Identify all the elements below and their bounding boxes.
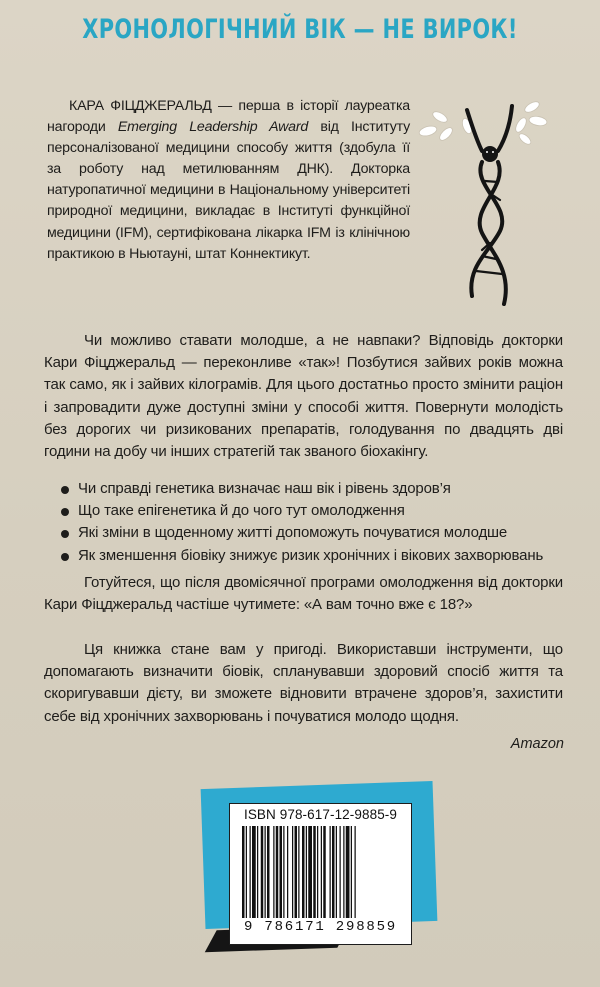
barcode-stripe — [298, 826, 299, 918]
barcode-stripe — [330, 826, 331, 918]
barcode-stripe — [292, 826, 293, 918]
barcode-stripe — [351, 826, 352, 918]
author-bio-rest: від Інституту персоналізованої медицини способу життя (здобула її за роботу над метилюванням ДНК). Докторка натуропатичної медицини в Національному університеті природної медицини, викладає в Інституті функційної медицини (IFM), сертифікована лікарка IFM із клінічною практикою в Ньютауні, штат Коннектикут. — [47, 119, 410, 262]
barcode-stripe — [273, 826, 274, 918]
description-paragraph-1: Чи можливо ставати молодше, а не навпаки? Відповідь докторки Кари Фіцджеральд — переконливе «так»! Позбутися зайвих років можна так само, як і зайвих кілограмів. Для цього достатньо просто змінити раціон і запровадити дуже доступні зміни у способі життя. Повернути молодість без дорогих чи ризикованих препаратів, голодування по двадцять дві години на добу чи інших стратегій так званого біохакінгу. — [44, 332, 563, 461]
author-bio — [47, 96, 410, 265]
barcode-bars — [240, 826, 400, 918]
barcode-stripe — [340, 826, 341, 918]
barcode-stripe — [261, 826, 264, 918]
barcode-stripe — [313, 826, 316, 918]
barcode-stripe — [252, 826, 256, 918]
barcode-stripe — [346, 826, 350, 918]
award-name: Emerging Leadership Award — [117, 119, 309, 136]
barcode-stripe — [246, 826, 247, 918]
barcode-stripe — [343, 826, 344, 918]
barcode-stripe — [242, 826, 245, 918]
barcode-stripe — [250, 826, 251, 918]
list-item: Як зменшення біовіку знижує ризик хронічних і вікових захворювань — [60, 545, 570, 567]
barcode-stripe — [317, 826, 318, 918]
barcode-stripe — [306, 826, 307, 918]
barcode-stripe — [257, 826, 258, 918]
barcode-stripe — [276, 826, 279, 918]
barcode-stripe — [265, 826, 266, 918]
quote-source: Amazon — [510, 736, 564, 752]
list-item: Які зміни в щоденному житті допоможуть почуватися молодше — [60, 522, 570, 544]
barcode-stripe — [267, 826, 270, 918]
barcode-stripe — [302, 826, 305, 918]
barcode-stripe — [287, 826, 288, 918]
isbn-label: ISBN 978-617-12-9885-9 — [243, 807, 398, 822]
dna-figure — [467, 106, 512, 304]
list-item: Чи справді генетика визначає наш вік і рівень здоров’я — [60, 478, 570, 500]
dna-figure-illustration — [412, 96, 552, 316]
leaf-sparks — [418, 100, 548, 147]
barcode-stripe — [280, 826, 283, 918]
headline: ХРОНОЛОГІЧНИЙ ВІК — НЕ ВИРОК! — [82, 14, 518, 45]
barcode-digits: 9 786171 298859 — [243, 919, 398, 935]
barcode-stripe — [332, 826, 335, 918]
barcode-stripe — [336, 826, 337, 918]
barcode-stripe — [283, 826, 284, 918]
barcode-stripe — [295, 826, 298, 918]
barcode-stripe — [308, 826, 312, 918]
list-item: Що таке епігенетика й до чого тут омолодження — [60, 500, 570, 522]
barcode-block — [229, 803, 412, 945]
author-bio-intro: КАРА ФІЦДЖЕРАЛЬД — перша в історії лауреатка нагороди — [47, 98, 410, 136]
barcode-stripe — [323, 826, 326, 918]
barcode-stripe — [355, 826, 356, 918]
description-paragraph-3: Ця книжка стане вам у пригоді. Використавши інструменти, що допомагають визначити біовік, спланувавши здоровий спосіб життя та скоригувавши дієту, ви зможете відновити втрачене здоров’я, захистити себе від хронічних захворювань і почуватися молодо щодня. — [44, 641, 563, 725]
feature-list — [60, 478, 570, 567]
barcode-stripe — [321, 826, 322, 918]
description-paragraph-2: Готуйтеся, що після двомісячної програми омолодження від докторки Кари Фіцджеральд частіше чутимете: «А вам точно вже є 18?» — [44, 574, 563, 614]
